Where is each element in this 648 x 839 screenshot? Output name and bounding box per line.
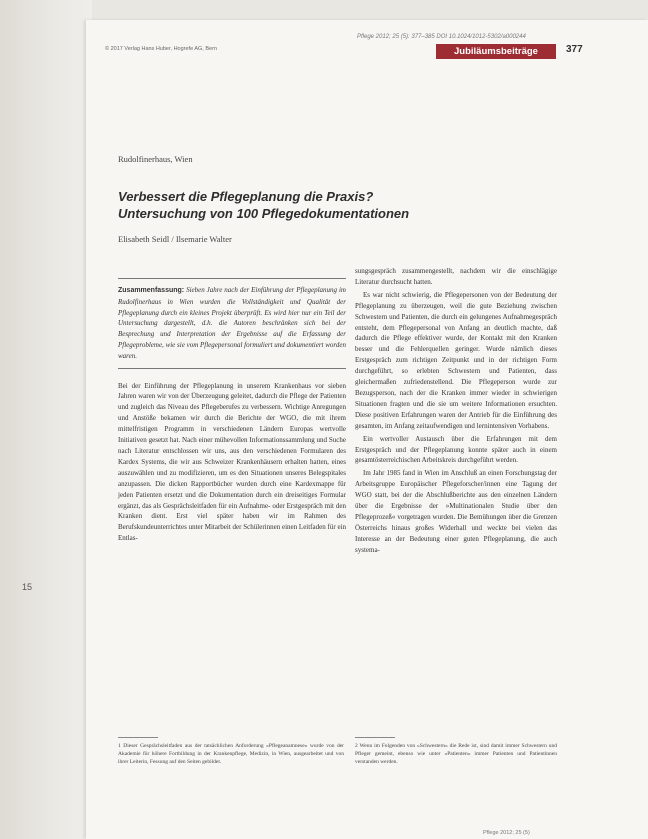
page-number: 377 (566, 44, 583, 55)
authors: Elisabeth Seidl / Ilsemarie Walter (118, 234, 232, 244)
title-line-2: Untersuchung von 100 Pflegedokumentationen (118, 206, 410, 221)
footnote-rule-left (118, 737, 158, 738)
section-badge: Jubiläumsbeiträge (436, 44, 556, 59)
left-paragraph: Bei der Einführung der Pflegeplanung in unserem Krankenhaus vor sieben Jahren waren wir von der Überzeugung geleitet, dadurch die Pflege der Patienten und zugleich das Niveau des Pflegeberufes zu verbessern. Wichtige Anregungen und Anstöße bekamen wir durch die Berichte der WGO, die mit ihrem mittelfristigen Programm in verschiedenen Ländern Europas wertvolle Initiativen gesetzt hat. Nach einer mühevollen Informationssammlung und Suche nach Literatur entschlossen wir uns, aus den verschiedenen Formularen des Kardex Systems, die wir aus Schweizer Krankenhäusern erhalten hatten, eines auszuwählen und zu modifizieren, um es den Situationen unseres Belegspitales anzupassen. Die dicken Rapportbücher wurden durch eine Kardexmappe für jeden Patienten ersetzt und die Dokumentation durch ein dreiseitiges Formular ergänzt, das als Gesprächsleitfaden für ein Aufnahme- oder Erstgespräch mit den Kranken dient. Erst viel später haben wir im Rahmen des Berufskundeunterrichtes unter Mitarbeit der Schülerinnen einen Leitfaden für ein Entlas- (118, 381, 346, 543)
institution: Rudolfinerhaus, Wien (118, 154, 193, 164)
copyright-line: © 2017 Verlag Hans Huber, Hogrefe AG, Bern (105, 46, 217, 52)
abstract-lead: Zusammenfassung: (118, 287, 185, 294)
right-paragraph-4: Im Jahr 1985 fand in Wien im Anschluß an einen Forschungstag der Arbeitsgruppe Europäischer Pflegeforscher/innen eine Tagung der WGO statt, bei der die Abschlußberichte aus den einzelnen Ländern über die Ergebnisse der »Multinationalen Studie über den Pflegeprozeß« vorgetragen wurden. Die Bemühungen über die Grenzen Österreichs hinaus großes Widerhall und weckte bei vielen das Interesse an der Bedeutung einer guten Pflegeplanung, die auch systema- (355, 469, 557, 554)
article-title (118, 188, 538, 222)
footer-citation: Pflege 2012; 25 (5) (483, 830, 530, 836)
margin-number: 15 (22, 582, 33, 592)
footnote-rule-right (355, 737, 395, 738)
left-column (118, 278, 346, 544)
scan-background (0, 0, 92, 839)
abstract-text: Sieben Jahre nach der Einführung der Pflegeplanung im Rudolfinerhaus in Wien wurden die Vollständigkeit und Qualität der Pflegeplanung durch ein kleines Projekt überprüft. Es wird hier nur ein Teil der Untersuchung dargestellt, d.h. die Autoren beschränken sich bei der Besprechung und Interpretation der Ergebnisse auf die Erfassung der Pflegeprobleme, wie sie vom Pflegepersonal formuliert und dokumentiert worden waren. (118, 286, 346, 360)
right-body (355, 266, 557, 556)
footnote-left: 1 Dieser Gesprächsleitfaden aus der tatsächlichen Anforderung »Pflegeanamnese« wurde von der Akademie für höhere Fortbildung in der Krankenpflege, Medizin, in Wien, ausgearbeitet und von ihrer Leiterin, Fessung auf den Seiten gebildet. (118, 743, 344, 766)
footnote-right: 2 Wenn im Folgenden von »Schwestern« die Rede ist, sind damit immer Schwestern und Pfleger gemeint, ebenso wie unter »Patienten« immer Patienten und Patientinnen verstanden werden. (355, 743, 557, 766)
abstract (118, 278, 346, 369)
right-paragraph-3: Ein wertvoller Austausch über die Erfahrungen mit dem Erstgespräch und der Pflegeplanung konnte später auch in einem gesamtösterreichischen Arbeitskreis durchgeführt werden. (355, 434, 557, 465)
right-paragraph-1: sungsgespräch zusammengestellt, nachdem wir die einschlägige Literatur durchsucht hatten. (355, 267, 557, 286)
title-line-1: Verbessert die Pflegeplanung die Praxis? (118, 189, 374, 204)
left-body (118, 381, 346, 545)
right-paragraph-2: Es war nicht schwierig, die Pflegepersonen von der Bedeutung der Pflegeplanung zu überzeugen, weil die gute Beziehung zwischen Schwestern und Patienten, die durch ein gelungenes Aufnahmegespräch entsteht, dem Pflegepersonal von Anfang an deutlich machte, daß dadurch die Pflege effektiver wurde, der Kontakt mit den Kranken besser und die Fehlerquellen geringer. Wurde nämlich dieses Erstgespräch zum richtigen Zeitpunkt und in der richtigen Form durchgeführt, so erlebten Schwestern und Patienten, dass gleichermaßen zufriedenstellend. Die Pflegeperson wurde zur Bezugsperson, nach der die Kranken immer wieder in schwierigen Situationen fragten und die sie um weitere Informationen ersuchten. Diese positiven Erfahrungen waren der Antrieb für die Einführung des gesamten, im Anfang zeitaufwendigen und lernintensiven Vorhabens. (355, 290, 557, 430)
citation-line: Pflege 2012; 25 (5): 377–385 DOI 10.1024/1012-5302/a000244 (357, 34, 526, 40)
right-column (355, 266, 557, 556)
